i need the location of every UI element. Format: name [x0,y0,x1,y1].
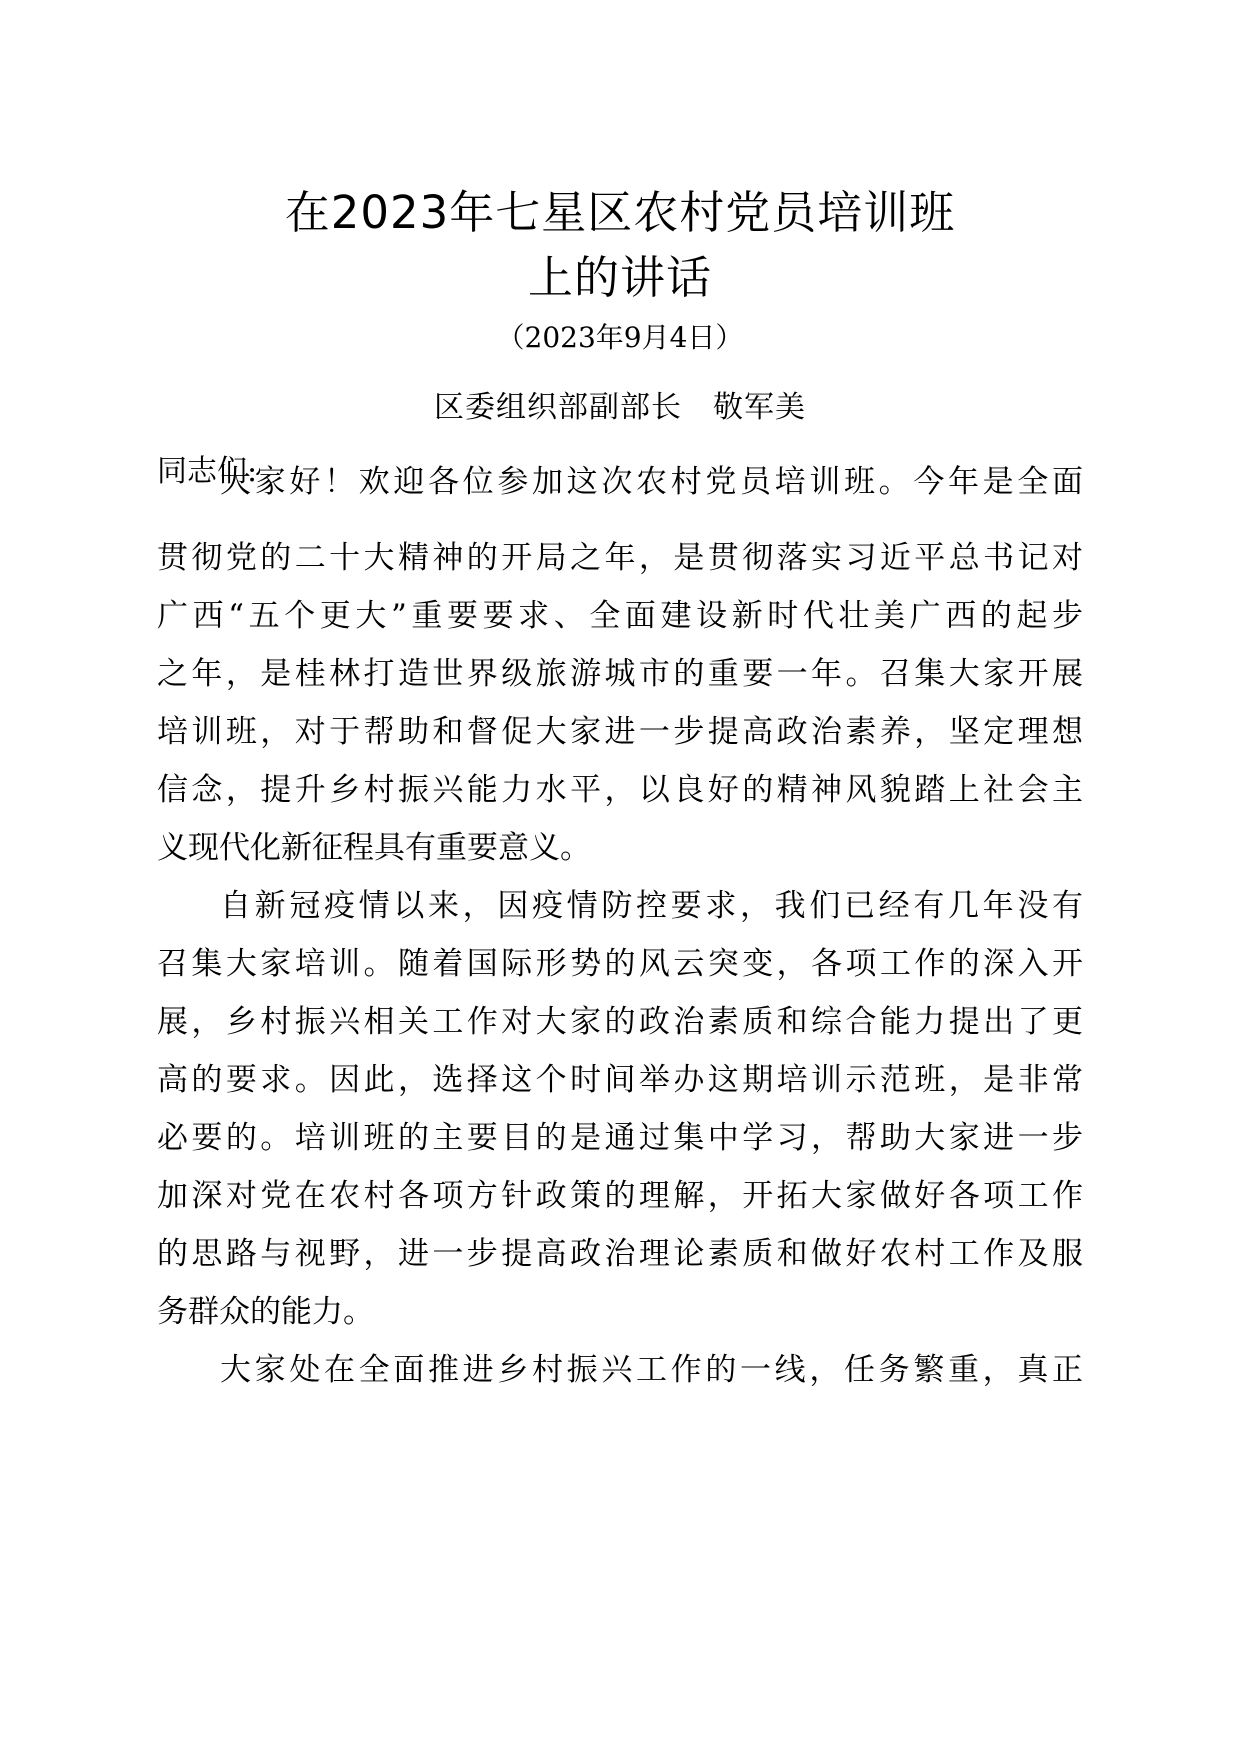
paragraph-1-line-1: 大家好！欢迎各位参加这次农村党员培训班。今年是全面 [220,464,1083,500]
paragraph-2-line-1: 自新冠疫情以来，因疫情防控要求，我们已经有几年没有 [220,888,1083,924]
speech-title-line-2: 上的讲话 [527,251,712,304]
paragraph-1-line-5: 培训班，对于帮助和督促大家进一步提高政治素养，坚定理想 [157,714,1083,750]
paragraph-1-line-7: 义现代化新征程具有重要意义。 [157,830,591,866]
speech-date: （2023年9月4日） [496,321,744,354]
paragraph-2-line-2: 召集大家培训。随着国际形势的风云突变，各项工作的深入开 [157,946,1083,982]
paragraph-1-line-3: 广西“五个更大”重要要求、全面建设新时代壮美广西的起步 [157,598,1083,634]
paragraph-2-line-7: 的思路与视野，进一步提高政治理论素质和做好农村工作及服 [157,1236,1083,1272]
paragraph-3-line-1: 大家处在全面推进乡村振兴工作的一线，任务繁重，真正 [220,1352,1083,1388]
paragraph-1-line-2: 贯彻党的二十大精神的开局之年，是贯彻落实习近平总书记对 [157,540,1083,576]
paragraph-1-line-4: 之年，是桂林打造世界级旅游城市的重要一年。召集大家开展 [157,656,1083,692]
paragraph-2-line-4: 高的要求。因此，选择这个时间举办这期培训示范班，是非常 [157,1062,1083,1098]
paragraph-2-line-6: 加深对党在农村各项方针政策的理解，开拓大家做好各项工作 [157,1178,1083,1214]
paragraph-2-line-8: 务群众的能力。 [157,1294,374,1330]
paragraph-2-line-5: 必要的。培训班的主要目的是通过集中学习，帮助大家进一步 [157,1120,1083,1156]
paragraph-2-line-3: 展，乡村振兴相关工作对大家的政治素质和综合能力提出了更 [157,1004,1083,1040]
salutation: 同志们: [157,454,258,489]
speech-title-line-1: 在2023年七星区农村党员培训班 [284,186,956,239]
speaker-byline: 区委组织部副部长 敬军美 [434,390,806,425]
paragraph-1-line-6: 信念，提升乡村振兴能力水平，以良好的精神风貌踏上社会主 [157,772,1083,808]
